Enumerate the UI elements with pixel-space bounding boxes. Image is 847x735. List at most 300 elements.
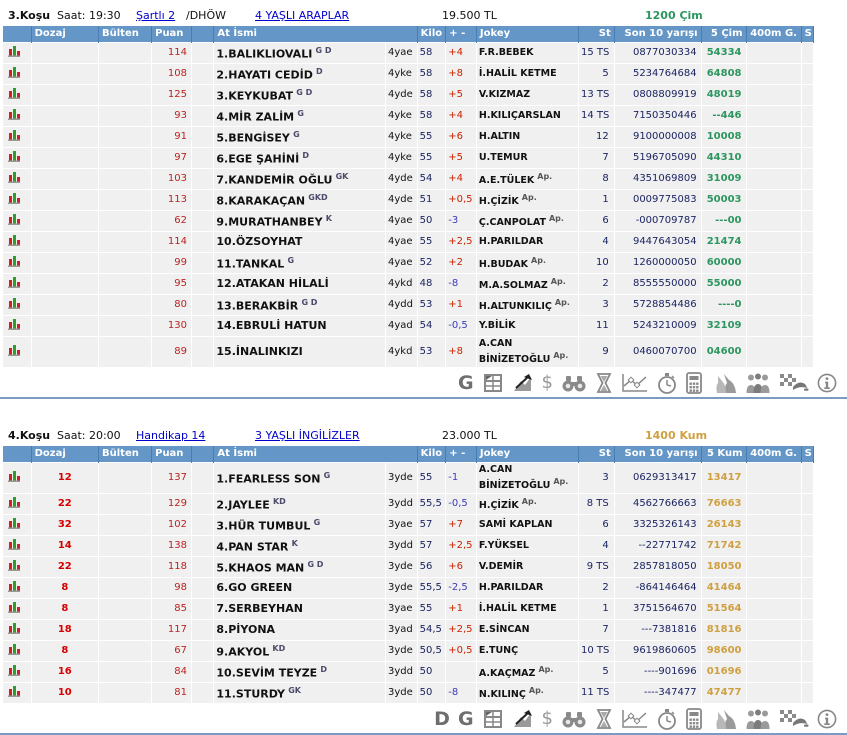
weight-change: +5 — [446, 85, 477, 106]
form-chart-icon[interactable] — [7, 669, 21, 680]
last5-surface-results: 04600 — [701, 337, 746, 368]
jockey-name[interactable]: E.SİNCAN — [476, 620, 578, 641]
kilo-value: 48 — [417, 274, 446, 295]
start-box: 11 — [579, 316, 615, 337]
dozaj-value — [31, 106, 98, 127]
jockey-name[interactable]: H.ÇİZİK $^{Ap.}$ — [476, 494, 578, 515]
spacer-cell — [191, 683, 213, 704]
jockey-name[interactable]: U.TEMUR — [476, 148, 578, 169]
age-code: 3yae — [386, 599, 418, 620]
weight-change: +0,5 — [446, 641, 477, 662]
column-header-blank — [191, 446, 213, 463]
weight-change: -1 — [446, 463, 477, 494]
form-chart-cell[interactable] — [3, 169, 32, 190]
column-header-5: At İsmi — [214, 446, 417, 463]
horse-row — [3, 148, 814, 169]
trend-arrow-icon[interactable] — [512, 372, 534, 394]
puan-value: 125 — [152, 85, 192, 106]
kilo-value: 57 — [417, 536, 446, 557]
letter-d-icon[interactable]: D — [434, 707, 450, 730]
s-cell — [801, 494, 813, 515]
form-chart-cell[interactable] — [3, 463, 32, 494]
bulten-value — [99, 620, 152, 641]
puan-value: 67 — [152, 641, 192, 662]
horse-name[interactable]: 6.GO GREEN — [214, 578, 386, 599]
bulten-value — [99, 599, 152, 620]
age-code: 3yad — [386, 620, 418, 641]
form-chart-cell[interactable] — [3, 211, 32, 232]
spacer-cell — [191, 148, 213, 169]
s-cell — [801, 662, 813, 683]
puan-value: 118 — [152, 557, 192, 578]
last10-results: 0877030334 — [614, 43, 701, 64]
start-box: 2 — [579, 578, 615, 599]
horse-row — [3, 515, 814, 536]
last5-surface-results: 10008 — [701, 127, 746, 148]
photo-finish-icon[interactable] — [779, 373, 809, 393]
age-code: 4yae — [386, 43, 418, 64]
jockey-name[interactable]: H.PARILDAR — [476, 232, 578, 253]
jockey-name[interactable]: Y.BİLİK — [476, 316, 578, 337]
column-header-blank — [3, 446, 32, 463]
form-chart-icon[interactable] — [7, 690, 21, 701]
form-chart-cell[interactable] — [3, 295, 32, 316]
jockey-name[interactable]: A.CAN BİNİZETOĞLU $^{Ap.}$ — [476, 337, 578, 368]
jockey-name[interactable]: A.CAN BİNİZETOĞLU $^{Ap.}$ — [476, 463, 578, 494]
jockey-name[interactable]: M.A.SOLMAZ $^{Ap.}$ — [476, 274, 578, 295]
dozaj-value — [31, 211, 98, 232]
age-code: 3yde — [386, 578, 418, 599]
start-box: 4 — [579, 536, 615, 557]
last10-results: 7150350446 — [614, 106, 701, 127]
table-header-row — [3, 446, 814, 463]
form-chart-cell[interactable] — [3, 127, 32, 148]
horse-row — [3, 494, 814, 515]
form-chart-cell[interactable] — [3, 683, 32, 704]
last10-results: -000709787 — [614, 211, 701, 232]
horse-name[interactable]: 10.SEVİM TEYZE $^D$ — [214, 662, 386, 683]
form-chart-cell[interactable] — [3, 662, 32, 683]
jockey-name[interactable]: Ç.CANPOLAT $^{Ap.}$ — [476, 211, 578, 232]
start-box: 1 — [579, 599, 615, 620]
horse-name[interactable]: 15.İNALINKIZI — [214, 337, 386, 368]
form-chart-icon[interactable] — [7, 281, 21, 292]
form-chart-cell[interactable] — [3, 578, 32, 599]
weight-change: +2,5 — [446, 232, 477, 253]
form-table-icon[interactable] — [482, 372, 504, 394]
puan-value: 114 — [152, 232, 192, 253]
g400-cell — [746, 337, 801, 368]
info-icon[interactable] — [817, 709, 837, 729]
form-chart-cell[interactable] — [3, 43, 32, 64]
column-header-10: Son 10 yarışı — [614, 446, 701, 463]
puan-value: 113 — [152, 190, 192, 211]
horse-row — [3, 274, 814, 295]
horse-name[interactable]: 11.TANKAL $^G$ — [214, 253, 386, 274]
form-chart-icon[interactable] — [7, 564, 21, 575]
form-table-icon[interactable] — [482, 708, 504, 730]
form-chart-cell[interactable] — [3, 316, 32, 337]
horse-row — [3, 662, 814, 683]
start-box: 9 — [579, 337, 615, 368]
horse-name[interactable]: 1.FEARLESS SON $^G$ — [214, 463, 386, 494]
horse-name[interactable]: 3.KEYKUBAT $^{G D}$ — [214, 85, 386, 106]
jockey-name[interactable]: H.ALTUNKILIÇ $^{Ap.}$ — [476, 295, 578, 316]
start-box: 13 TS — [579, 85, 615, 106]
horse-row — [3, 295, 814, 316]
age-code: 3ydd — [386, 494, 418, 515]
bulten-value — [99, 106, 152, 127]
spacer-cell — [191, 620, 213, 641]
horse-name[interactable]: 10.ÖZSOYHAT — [214, 232, 386, 253]
letter-g-icon[interactable]: G — [457, 707, 474, 730]
age-code: 4yke — [386, 106, 418, 127]
form-chart-icon[interactable] — [7, 50, 21, 61]
bulten-value — [99, 295, 152, 316]
form-chart-icon[interactable] — [7, 302, 21, 313]
start-box: 8 TS — [579, 494, 615, 515]
dozaj-value — [31, 190, 98, 211]
jockey-name[interactable]: H.ALTIN — [476, 127, 578, 148]
s-cell — [801, 641, 813, 662]
letter-g-icon[interactable]: G — [457, 371, 474, 394]
column-header-12: 400m G. — [746, 26, 801, 43]
age-code: 3ydd — [386, 662, 418, 683]
horse-name[interactable]: 2.HAYATI CEDİD $^D$ — [214, 64, 386, 85]
jockey-name[interactable]: H.ÇİZİK $^{Ap.}$ — [476, 190, 578, 211]
form-chart-icon[interactable] — [7, 323, 21, 334]
weight-change: -2,5 — [446, 578, 477, 599]
race-title-bar — [0, 6, 847, 26]
form-chart-icon[interactable] — [7, 239, 21, 250]
last10-results: 1260000050 — [614, 253, 701, 274]
spacer-cell — [191, 463, 213, 494]
horse-row — [3, 683, 814, 704]
form-chart-cell[interactable] — [3, 337, 32, 368]
horse-name[interactable]: 14.EBRULİ HATUN — [214, 316, 386, 337]
jockey-name[interactable]: A.E.TÜLEK $^{Ap.}$ — [476, 169, 578, 190]
puan-value: 138 — [152, 536, 192, 557]
horse-row — [3, 253, 814, 274]
form-chart-icon[interactable] — [7, 155, 21, 166]
s-cell — [801, 620, 813, 641]
puan-value: 129 — [152, 494, 192, 515]
horse-name[interactable]: 5.KHAOS MAN $^{G D}$ — [214, 557, 386, 578]
jockey-name[interactable]: V.KIZMAZ — [476, 85, 578, 106]
s-cell — [801, 232, 813, 253]
horse-row — [3, 211, 814, 232]
dozaj-value: 18 — [31, 620, 98, 641]
form-chart-icon[interactable] — [7, 349, 21, 360]
bulten-value — [99, 536, 152, 557]
horse-head-icon[interactable] — [711, 373, 737, 393]
spacer-cell — [191, 557, 213, 578]
column-header-6: Kilo — [417, 26, 446, 43]
form-chart-cell[interactable] — [3, 232, 32, 253]
s-cell — [801, 515, 813, 536]
hourglass-icon[interactable] — [595, 708, 613, 730]
jockey-name[interactable]: SAMİ KAPLAN — [476, 515, 578, 536]
column-header-8: Jokey — [476, 446, 578, 463]
column-header-13: S — [801, 26, 813, 43]
dozaj-value: 32 — [31, 515, 98, 536]
crowd-icon[interactable] — [745, 709, 771, 729]
dozaj-value — [31, 295, 98, 316]
form-chart-cell[interactable] — [3, 253, 32, 274]
last5-surface-results: 64808 — [701, 64, 746, 85]
calculator-icon[interactable] — [685, 708, 703, 730]
bulten-value — [99, 127, 152, 148]
form-chart-icon[interactable] — [7, 197, 21, 208]
s-cell — [801, 295, 813, 316]
s-cell — [801, 64, 813, 85]
form-chart-icon[interactable] — [7, 71, 21, 82]
race-time: Saat: 20:00 — [57, 429, 121, 443]
race-track: 1200 Çim — [645, 9, 703, 22]
spacer-cell — [191, 106, 213, 127]
form-chart-icon[interactable] — [7, 648, 21, 659]
last10-results: 5728854486 — [614, 295, 701, 316]
form-chart-icon[interactable] — [7, 92, 21, 103]
binoculars-icon[interactable] — [561, 373, 587, 393]
jockey-name[interactable]: E.TUNÇ — [476, 641, 578, 662]
form-chart-cell[interactable] — [3, 148, 32, 169]
horse-name[interactable]: 7.KANDEMİR OĞLU $^{GK}$ — [214, 169, 386, 190]
horse-name[interactable]: 8.KARAKAÇAN $^{GKD}$ — [214, 190, 386, 211]
jockey-name[interactable]: N.KILINÇ $^{Ap.}$ — [476, 683, 578, 704]
bulten-value — [99, 578, 152, 599]
form-chart-icon[interactable] — [7, 627, 21, 638]
weight-change: +1 — [446, 599, 477, 620]
jockey-name[interactable]: F.YÜKSEL — [476, 536, 578, 557]
bulten-value — [99, 463, 152, 494]
horse-name[interactable]: 8.PİYONA — [214, 620, 386, 641]
horse-row — [3, 463, 814, 494]
line-chart-icon[interactable] — [621, 709, 649, 729]
spacer-cell — [191, 662, 213, 683]
jockey-name[interactable]: İ.HALİL KETME — [476, 599, 578, 620]
info-icon[interactable] — [817, 373, 837, 393]
form-chart-icon[interactable] — [7, 134, 21, 145]
form-chart-icon[interactable] — [7, 543, 21, 554]
g400-cell — [746, 515, 801, 536]
weight-change: -0,5 — [446, 316, 477, 337]
binoculars-icon[interactable] — [561, 709, 587, 729]
line-chart-icon[interactable] — [621, 373, 649, 393]
jockey-name[interactable]: İ.HALİL KETME — [476, 64, 578, 85]
column-header-blank — [3, 26, 32, 43]
kilo-value: 53 — [417, 337, 446, 368]
jockey-name[interactable]: H.BUDAK $^{Ap.}$ — [476, 253, 578, 274]
horse-name[interactable]: 12.ATAKAN HİLALİ — [214, 274, 386, 295]
last10-results: 9619860605 — [614, 641, 701, 662]
g400-cell — [746, 85, 801, 106]
crowd-icon[interactable] — [745, 373, 771, 393]
race-section — [0, 426, 847, 735]
dozaj-value: 16 — [31, 662, 98, 683]
form-chart-cell[interactable] — [3, 557, 32, 578]
last10-results: 3751564670 — [614, 599, 701, 620]
dozaj-value — [31, 274, 98, 295]
form-chart-icon[interactable] — [7, 113, 21, 124]
dollar-icon[interactable]: $ — [541, 707, 553, 729]
form-chart-cell[interactable] — [3, 274, 32, 295]
weight-change: +7 — [446, 515, 477, 536]
column-header-7: + - — [446, 446, 477, 463]
column-header-12: 400m G. — [746, 446, 801, 463]
last5-surface-results: 32109 — [701, 316, 746, 337]
race-section — [0, 6, 847, 399]
kilo-value: 50 — [417, 683, 446, 704]
horse-name[interactable]: 4.MİR ZALİM $^G$ — [214, 106, 386, 127]
horse-head-icon[interactable] — [711, 709, 737, 729]
race-condition-link[interactable]: Handikap 14 — [136, 429, 206, 443]
dozaj-value: 10 — [31, 683, 98, 704]
stopwatch-icon[interactable] — [657, 708, 677, 730]
jockey-name[interactable]: H.PARILDAR — [476, 578, 578, 599]
stopwatch-icon[interactable] — [657, 372, 677, 394]
race-condition-link[interactable]: Şartlı 2 — [136, 9, 176, 22]
bulten-value — [99, 211, 152, 232]
horse-name[interactable]: 1.BALIKLIOVALI $^{G D}$ — [214, 43, 386, 64]
dozaj-value — [31, 64, 98, 85]
form-chart-cell[interactable] — [3, 494, 32, 515]
dozaj-value — [31, 337, 98, 368]
form-chart-icon[interactable] — [7, 475, 21, 486]
puan-value: 102 — [152, 515, 192, 536]
puan-value: 84 — [152, 662, 192, 683]
race-number: 4.Koşu — [8, 429, 51, 443]
jockey-name[interactable]: F.R.BEBEK — [476, 43, 578, 64]
jockey-name[interactable]: A.KAÇMAZ $^{Ap.}$ — [476, 662, 578, 683]
calculator-icon[interactable] — [685, 372, 703, 394]
horse-name[interactable]: 2.JAYLEE $^{KD}$ — [214, 494, 386, 515]
horse-name[interactable]: 13.BERAKBİR $^{G D}$ — [214, 295, 386, 316]
horse-name[interactable]: 5.BENGİSEY $^G$ — [214, 127, 386, 148]
kilo-value: 55,5 — [417, 494, 446, 515]
puan-value: 89 — [152, 337, 192, 368]
form-chart-cell[interactable] — [3, 64, 32, 85]
horse-row — [3, 620, 814, 641]
horse-row — [3, 641, 814, 662]
kilo-value: 54 — [417, 316, 446, 337]
kilo-value: 54 — [417, 169, 446, 190]
column-header-11: 5 Çim — [701, 26, 746, 43]
puan-value: 114 — [152, 43, 192, 64]
horse-name[interactable]: 7.SERBEYHAN — [214, 599, 386, 620]
spacer-cell — [191, 536, 213, 557]
s-cell — [801, 337, 813, 368]
kilo-value: 56 — [417, 557, 446, 578]
last5-surface-results: 41464 — [701, 578, 746, 599]
form-chart-cell[interactable] — [3, 641, 32, 662]
puan-value: 99 — [152, 253, 192, 274]
dozaj-value: 14 — [31, 536, 98, 557]
form-chart-cell[interactable] — [3, 85, 32, 106]
weight-change: +4 — [446, 43, 477, 64]
last10-results: 0009775083 — [614, 190, 701, 211]
form-chart-icon[interactable] — [7, 218, 21, 229]
horse-row — [3, 337, 814, 368]
race-group-link[interactable]: 4 YAŞLI ARAPLAR — [255, 9, 350, 22]
last5-surface-results: --446 — [701, 106, 746, 127]
race-group-link[interactable]: 3 YAŞLI İNGİLİZLER — [255, 429, 360, 443]
horse-name[interactable]: 4.PAN STAR $^K$ — [214, 536, 386, 557]
form-chart-cell[interactable] — [3, 190, 32, 211]
kilo-value: 55 — [417, 232, 446, 253]
age-code: 4ydd — [386, 295, 418, 316]
last5-surface-results: 44310 — [701, 148, 746, 169]
horse-name[interactable]: 6.EGE ŞAHİNİ $^D$ — [214, 148, 386, 169]
horses-table — [2, 26, 814, 368]
start-box: 6 — [579, 211, 615, 232]
hourglass-icon[interactable] — [595, 372, 613, 394]
last5-surface-results: 47477 — [701, 683, 746, 704]
age-code: 4yke — [386, 148, 418, 169]
form-chart-cell[interactable] — [3, 620, 32, 641]
form-chart-cell[interactable] — [3, 515, 32, 536]
trend-arrow-icon[interactable] — [512, 708, 534, 730]
last10-results: --22771742 — [614, 536, 701, 557]
jockey-name[interactable]: V.DEMİR — [476, 557, 578, 578]
dozaj-value: 8 — [31, 641, 98, 662]
s-cell — [801, 43, 813, 64]
horse-name[interactable]: 9.AKYOL $^{KD}$ — [214, 641, 386, 662]
kilo-value: 52 — [417, 253, 446, 274]
s-cell — [801, 253, 813, 274]
last10-results: 8555550000 — [614, 274, 701, 295]
horse-name[interactable]: 11.STURDY $^{GK}$ — [214, 683, 386, 704]
g400-cell — [746, 599, 801, 620]
s-cell — [801, 578, 813, 599]
jockey-name[interactable]: H.KILIÇARSLAN — [476, 106, 578, 127]
spacer-cell — [191, 169, 213, 190]
g400-cell — [746, 127, 801, 148]
form-chart-icon[interactable] — [7, 176, 21, 187]
form-chart-cell[interactable] — [3, 536, 32, 557]
last5-surface-results: 55000 — [701, 274, 746, 295]
horse-name[interactable]: 9.MURATHANBEY $^K$ — [214, 211, 386, 232]
form-chart-cell[interactable] — [3, 599, 32, 620]
form-chart-icon[interactable] — [7, 522, 21, 533]
last5-surface-results: 81816 — [701, 620, 746, 641]
last10-results: 0460070700 — [614, 337, 701, 368]
age-code: 4yae — [386, 232, 418, 253]
form-chart-icon[interactable] — [7, 260, 21, 271]
horse-name[interactable]: 3.HÜR TUMBUL $^G$ — [214, 515, 386, 536]
photo-finish-icon[interactable] — [779, 709, 809, 729]
puan-value: 80 — [152, 295, 192, 316]
dozaj-value: 22 — [31, 494, 98, 515]
form-chart-cell[interactable] — [3, 106, 32, 127]
bulten-value — [99, 64, 152, 85]
form-chart-icon[interactable] — [7, 501, 21, 512]
kilo-value: 58 — [417, 85, 446, 106]
last10-results: 0808809919 — [614, 85, 701, 106]
start-box: 14 TS — [579, 106, 615, 127]
bulten-value — [99, 148, 152, 169]
dollar-icon[interactable]: $ — [541, 371, 553, 393]
age-code: 3yde — [386, 463, 418, 494]
form-chart-icon[interactable] — [7, 606, 21, 617]
column-header-2: Bülten — [99, 446, 152, 463]
horse-row — [3, 106, 814, 127]
s-cell — [801, 127, 813, 148]
dozaj-value: 8 — [31, 578, 98, 599]
puan-value: 108 — [152, 64, 192, 85]
kilo-value: 50 — [417, 211, 446, 232]
weight-change: +2 — [446, 253, 477, 274]
